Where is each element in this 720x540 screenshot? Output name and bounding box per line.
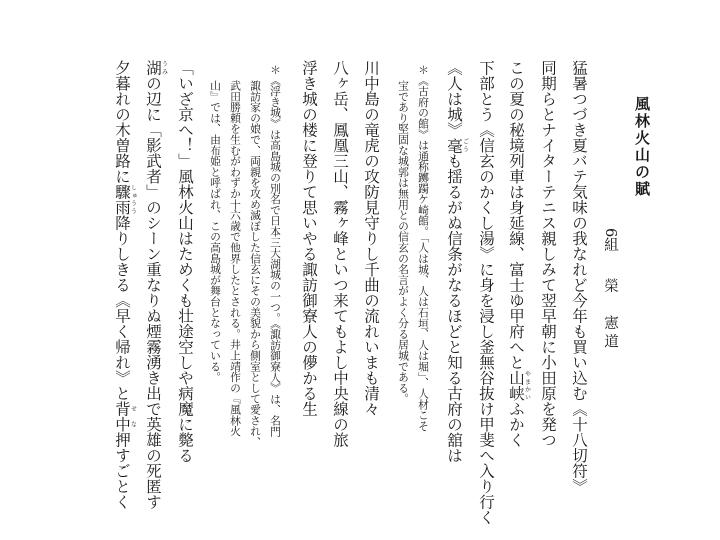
tanka-8: 浮き城の楼に登りて思いやる諏訪御寮人の儚かる生 bbox=[300, 60, 318, 417]
note-2-line-1: ＊《浮き城》は高島城の別名で日本三大湖城の一つ。《諏訪御寮人》は、名門 bbox=[269, 64, 282, 437]
tanka-1: 猛暑つづき夏バテ気味の我なれど今年も買い込む《十八切符》 bbox=[570, 60, 588, 494]
tanka-11: 夕暮れの木曽路に驟雨しゅうう降りしきる《早く帰れ》と背中せな押すごとく bbox=[113, 60, 137, 510]
author-class: 6組 bbox=[602, 228, 618, 252]
tanka-5: 《人は城》毫ごうも揺るがぬ信条がなるほどと知る古府の舘は bbox=[445, 60, 469, 463]
poem-title: 風林火山の賦 bbox=[633, 96, 651, 198]
tanka-9: 「いざ京へ！」風林火山はためくも壮途空しや病魔に斃る bbox=[176, 60, 194, 463]
tanka-6: 川中島の竜虎の攻防見守りし千曲の流れいまも清々 bbox=[362, 60, 380, 417]
tanka-4: 下部とう《信玄のかくし湯》に身を浸し釜無谷抜け甲斐へ入り行く bbox=[477, 60, 495, 525]
note-1-line-2: 宝であり堅固な城郭は無用との信玄の名言がよく分る居城である。 bbox=[397, 80, 410, 404]
note-1-line-1: ＊《古府の館》は通称躑躅ケ崎館。「人は城、人は石垣、人は堀」、人材こそ bbox=[417, 64, 430, 432]
author-name: 榮 憲道 bbox=[602, 278, 618, 353]
ruby-shuuu: しゅうう bbox=[129, 184, 137, 215]
tanka-2: 同期らとナイターテニス親しみて翌早朝に小田原を発つ bbox=[539, 60, 557, 448]
ruby-gou: ごう bbox=[461, 137, 469, 153]
author-line bbox=[596, 228, 624, 352]
note-2-line-3: 武田勝頼を生むがわずか十六歳で他界したとされる。井上靖作の『風林火 bbox=[229, 80, 242, 437]
ruby-umi: うみ bbox=[160, 60, 168, 76]
note-2-line-2: 諏訪家の娘で、両親を攻め滅ぼした信玄にその美貌から側室として愛され、 bbox=[249, 80, 262, 448]
tanka-7: 八ヶ岳、鳳凰三山、霧ヶ峰といつ来てもよし中央線の旅 bbox=[331, 60, 349, 448]
tanka-10: 湖うみの辺に「影武者」のシーン重なりぬ煙霧湧き出で英雄の死匿す bbox=[144, 60, 168, 510]
ruby-yamakai: やまかい bbox=[523, 370, 531, 401]
ruby-sena: せな bbox=[129, 401, 137, 432]
note-2-line-4: 山』では、由布姫と呼ばれ、この高島城が舞台となっている。 bbox=[209, 80, 222, 383]
tanka-3: この夏の秘境列車は身延線、富士ゆ甲府へと山峡やまかいふかく bbox=[507, 60, 531, 448]
